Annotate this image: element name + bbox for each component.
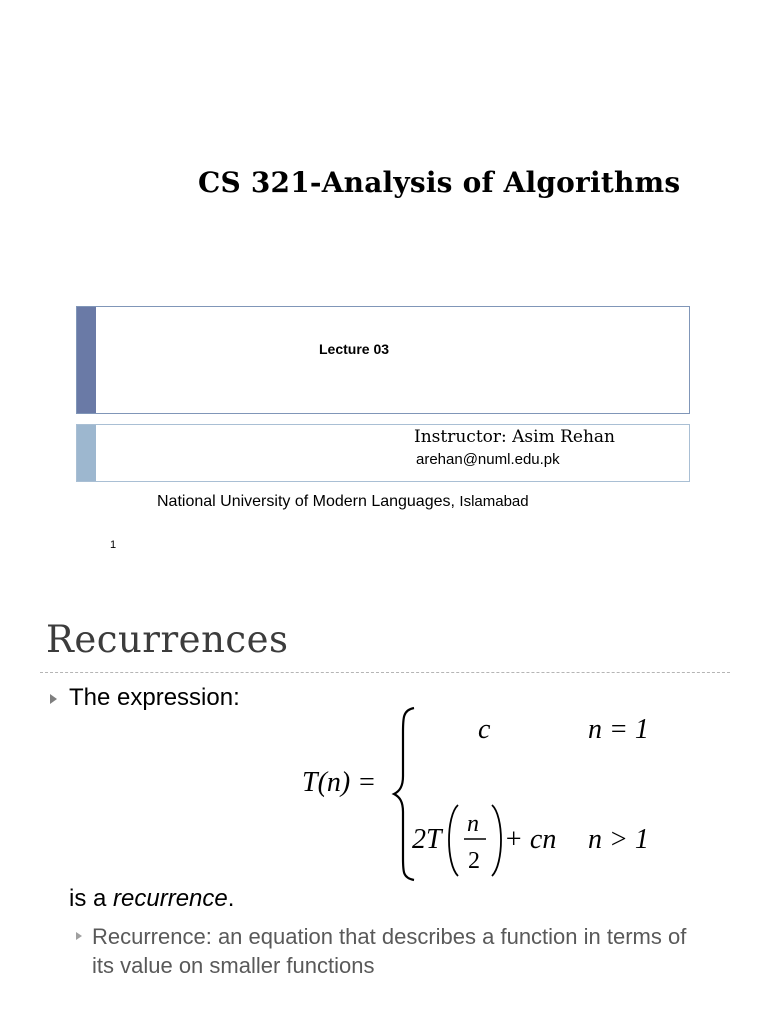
university-line — [157, 493, 529, 511]
course-title: CS 321-Analysis of Algorithms — [198, 166, 681, 199]
recurrence-statement — [69, 885, 234, 913]
slide-number: 1 — [110, 539, 117, 551]
bullet-expression: The expression: — [69, 684, 240, 711]
lecture-box — [76, 306, 690, 414]
recurrences-slide — [0, 580, 768, 1024]
recurrence-suffix: . — [227, 885, 235, 912]
university-name: National University of Modern Languages, — [157, 493, 455, 510]
equation-lhs: T(n) = — [302, 767, 377, 798]
instructor-email: arehan@numl.edu.pk — [416, 451, 560, 468]
instructor-box — [76, 424, 690, 482]
left-brace — [394, 708, 414, 880]
case2-coefficient: 2T — [412, 824, 442, 855]
instructor-name: Instructor: Asim Rehan — [414, 427, 615, 447]
recurrence-prefix: is a — [69, 885, 114, 912]
open-paren — [449, 805, 458, 876]
sub-bullet-arrow-icon — [76, 932, 82, 940]
slide-title: Recurrences — [46, 618, 289, 661]
bullet-arrow-icon — [50, 694, 57, 704]
university-city: Islamabad — [459, 493, 529, 510]
close-paren — [492, 805, 501, 876]
instructor-accent-bar — [77, 425, 96, 481]
case2-tail: + cn — [504, 824, 557, 855]
fraction-numerator: n — [467, 811, 479, 837]
sub-bullet-definition: Recurrence: an equation that describes a function in terms of its value on smaller functions — [92, 924, 687, 978]
case1-expression: c — [478, 714, 491, 745]
title-divider — [40, 672, 730, 673]
lecture-label: Lecture 03 — [319, 341, 390, 357]
recurrence-equation — [290, 698, 690, 888]
case2-condition: n > 1 — [588, 824, 649, 855]
lecture-accent-bar — [77, 307, 96, 413]
case1-condition: n = 1 — [588, 714, 649, 745]
fraction-denominator: 2 — [468, 848, 480, 874]
recurrence-word: recurrence — [113, 885, 228, 912]
